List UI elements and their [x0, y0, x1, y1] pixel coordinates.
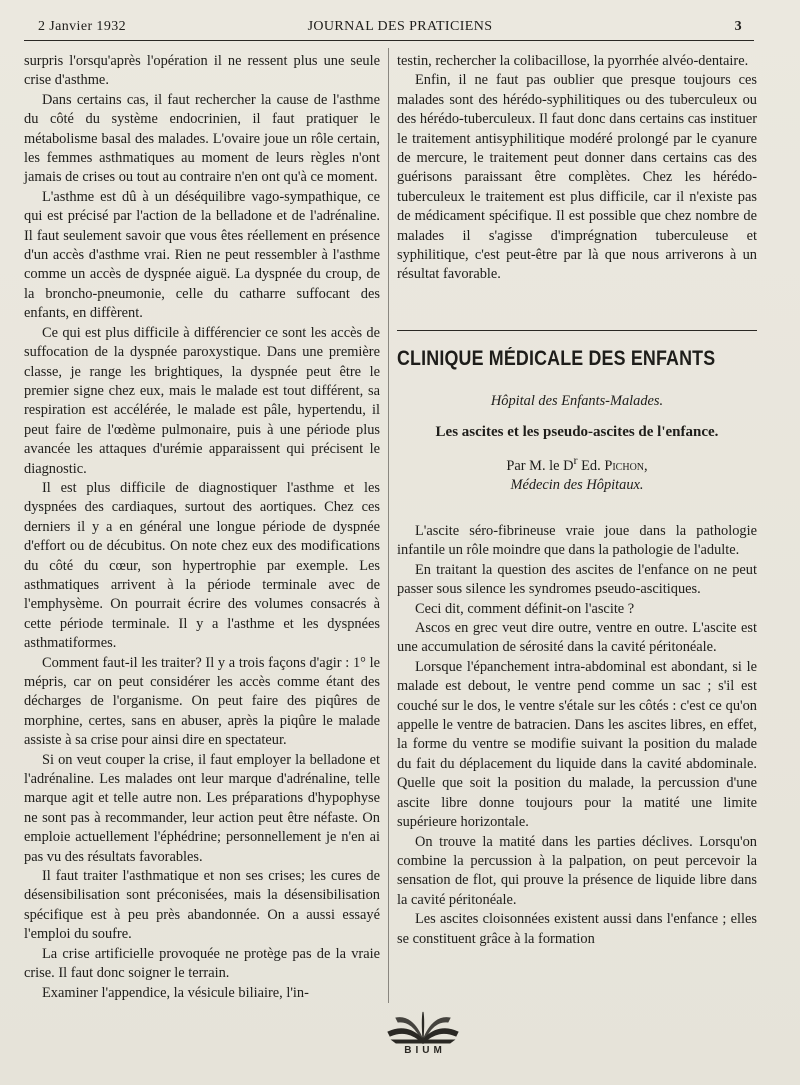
library-logo-icon [378, 1010, 468, 1068]
article-header [397, 330, 757, 494]
author-role: Médecin des Hôpitaux. [510, 476, 644, 493]
journal-title: JOURNAL DES PRATICIENS [307, 19, 493, 34]
paragraph: Si on veut couper la crise, il faut employer la belladone et l'adrénaline. Les malades ont leur marque d'adrénaline, telle marque agit et telle autre non. Les préparations d'hypophyse ne sont pas à recommander, leur action peut être néfaste. On emploie actuellement l'éphédrine; personnellement je n'en ai pas vu des résultats favorables. [24, 751, 380, 865]
section-rule [397, 330, 757, 331]
article-title: Les ascites et les pseudo-ascites de l'enfance. [435, 424, 719, 440]
section-title: CLINIQUE MÉDICALE DES ENFANTS [397, 347, 716, 370]
paragraph: Ce qui est plus difficile à différencier ce sont les accès de suffocation de la dyspnée paroxystique. Dans une première classe, je range les brightiques, la dyspnée peut être le premier signe chez eux, mais le malade est tout différent, sa respiration est accélérée, le malade est pâle, hypertendu, il peut faire de l'œdème pulmonaire, puis à une période plus avancée les attaques d'urémie apparaissent qui précisent le diagnostic. [24, 324, 380, 477]
author-first-name: Ed. [581, 457, 601, 474]
paragraph: La crise artificielle provoquée ne protège pas de la vraie crise. Il faut donc soigner le terrain. [24, 945, 380, 982]
library-logo-text: BIUM [404, 1045, 446, 1056]
paragraph: Comment faut-il les traiter? Il y a trois façons d'agir : 1° le mépris, car on peut considérer les accès comme étant des décharges de l'organisme. On peut faire des piqûres de morphine, certes, sans en abuser, après la piqûre le malade assiste à sa crise pour ainsi dire en spectateur. [24, 654, 380, 749]
author-title-sup: r [573, 453, 578, 467]
paragraph: L'ascite séro-fibrineuse vraie joue dans la pathologie infantile un rôle moindre que dans la pathologie de l'adulte. [397, 523, 757, 559]
paragraph: Lorsque l'épanchement intra-abdominal est abondant, si le malade est debout, le ventre pend comme un sac ; s'il est couché sur le dos, le ventre s'étale sur les côtés : c'est ce qu'on appelle le ventre de batracien. Dans les ascites libres, en effet, la forme du ventre se modifie suivant la position du malade du fait du déplacement du liquide dans la cavité abdominale. Quelle que soit la position du malade, la percussion d'une ascite libre donne toujours pour la matité une limite supérieure horizontale. [397, 658, 757, 831]
author-line [397, 453, 757, 475]
paragraph: testin, rechercher la colibacillose, la pyorrhée alvéo-dentaire. [397, 53, 749, 69]
right-column [397, 52, 757, 285]
page-header [0, 0, 800, 44]
article-body [397, 522, 757, 949]
paragraph: Dans certains cas, il faut rechercher la cause de l'asthme du côté du système endocrinien, il faut pratiquer le métabolisme basal des malades. L'ovaire joue un rôle certain, les femmes asthmatiques au moment de leurs règles n'ont jamais de crises ou tout au contraire n'en ont qu'à ce moment. [24, 91, 380, 186]
paragraph: Ascos en grec veut dire outre, ventre en outre. L'ascite est une accumulation de sérosité dans la cavité péritonéale. [397, 620, 757, 656]
header-rule [24, 40, 754, 41]
paragraph: Il faut traiter l'asthmatique et non ses crises; les cures de désensibilisation sont préconisées, mais la désensibilisation spécifique est à peu près abandonnée. On a aussi essayé l'emploi du soufre. [24, 868, 380, 943]
paragraph: En traitant la question des ascites de l'enfance on ne peut passer sous silence les syndromes pseudo-ascitiques. [397, 561, 757, 598]
column-divider [388, 48, 389, 1003]
paragraph: Il est plus difficile de diagnostiquer l'asthme et les dyspnées des cardiaques, surtout des aortiques. Chez ces derniers il y a en général une longue période de dyspnée d'effort ou de décubitus. On note chez eux des modifications du côté du cœur, son hypertrophie par exemple. Les asthmatiques arrivent à la période terminale avec de l'emphysème. On pourrait écrire des volumes consacrés à cette période terminale. Il y a l'asthme et les dyspnées asthmatiformes. [24, 479, 380, 652]
paragraph: Examiner l'appendice, la vésicule biliaire, l'in- [42, 984, 309, 1001]
issue-date: 2 Janvier 1932 [38, 19, 127, 34]
paragraph: surpris l'orsqu'après l'opération il ne ressent plus une seule crise d'asthme. [24, 53, 380, 89]
paragraph: Les ascites cloisonnées existent aussi dans l'enfance ; elles se constituent grâce à la formation [397, 911, 757, 947]
page-number: 3 [734, 19, 742, 34]
paragraph: Ceci dit, comment définit-on l'ascite ? [415, 600, 635, 617]
hospital-name: Hôpital des Enfants-Malades. [490, 393, 664, 409]
left-column [24, 52, 380, 1003]
author-surname: Pichon, [604, 457, 648, 474]
paragraph: On trouve la matité dans les parties déclives. Lorsqu'on combine la percussion à la palpation, on peut percevoir la sensation de flot, qui prouve la présence de liquide libre dans la cavité péritonéale. [397, 833, 757, 908]
author-prefix: Par M. le D [506, 457, 574, 474]
paragraph: L'asthme est dû à un déséquilibre vago-sympathique, ce qui est précisé par l'action de la belladone et de l'adrénaline. Il faut seulement savoir que vous êtes réellement en présence d'un accès d'asthme vrai. Rien ne peut ressembler à l'asthme comme un accès de dyspnée aiguë. La dyspnée du croup, de la broncho-pneumonie, celle du catharre suffocant des enfants, en diffèrent. [24, 188, 380, 322]
paragraph: Enfin, il ne faut pas oublier que presque toujours ces malades sont des hérédo-syphilitiques ou des tuberculeux ou des hérédo-tuberculeux. Il faut donc dans certains cas instituer le traitement antisyphilitique modéré prolongé par le cyanure de mercure, le traitement peut donner dans certains cas des guérisons paraissant être complètes. Chez les hérédo-tuberculeux le traitement est plus difficile, car il n'existe pas de médicament spécifique. Il est possible que chez nombre de malades il s'agisse d'imprégnation tuberculeuse et syphilitique, c'est peut-être par là que nous arriverons à un résultat favorable. [397, 72, 757, 283]
